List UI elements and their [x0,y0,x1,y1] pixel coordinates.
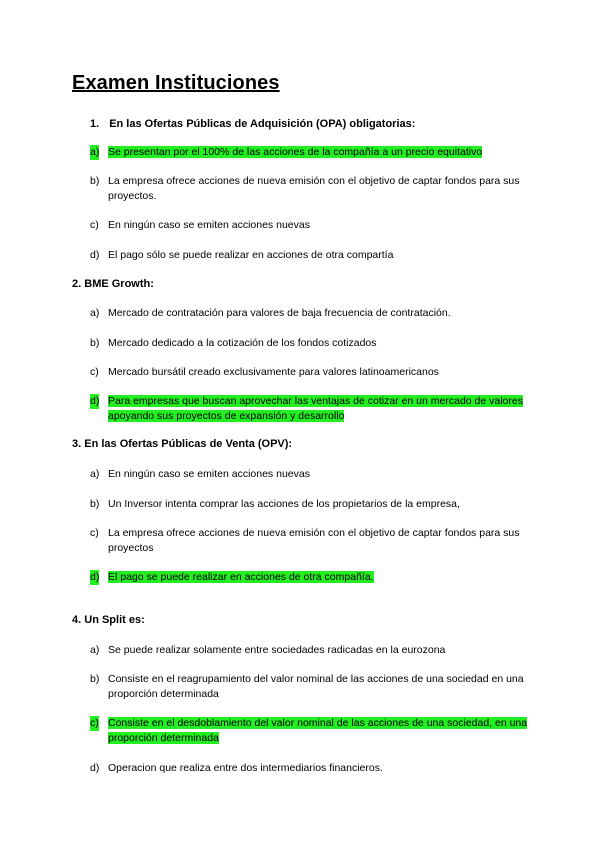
option-text: Consiste en el desdoblamiento del valor nominal de las acciones de una sociedad, en una proporción determinada [108,717,528,744]
option-text: Mercado bursátil creado exclusivamente para valores latinoamericanos [108,366,439,378]
answer-option [90,174,530,204]
option-text: En ningún caso se emiten acciones nuevas [108,468,310,480]
question-1 [90,118,415,130]
option-text: Mercado de contratación para valores de baja frecuencia de contratación. [108,307,451,319]
option-letter: c) [90,527,99,539]
answer-option [90,526,530,556]
option-letter: a) [90,644,100,656]
option-letter: b) [90,175,100,187]
option-text: Para empresas que buscan aprovechar las ventajas de cotizar en un mercado de valores apoyando sus proyectos de expansión y desarrollo [108,395,523,422]
answer-option [90,716,530,746]
question-4 [72,614,145,626]
question-text: En las Ofertas Públicas de Venta (OPV): [84,438,293,450]
question-number: 1. [90,118,100,130]
answer-option [90,145,530,160]
answer-option [90,570,530,585]
question-number: 2. [72,278,82,290]
answer-option [90,394,530,424]
option-text: Se puede realizar solamente entre sociedades radicadas en la eurozona [108,644,446,656]
option-letter: a) [90,468,100,480]
option-text: El pago sólo se puede realizar en acciones de otra compartía [108,249,394,261]
page-title: Examen Instituciones [72,72,280,94]
answer-option [90,467,530,482]
option-text: Consiste en el reagrupamiento del valor nominal de las acciones de una sociedad en una proporción determinada [108,673,524,700]
option-letter: d) [90,762,100,774]
answer-option [90,761,530,776]
answer-option [90,306,530,321]
option-text: La empresa ofrece acciones de nueva emisión con el objetivo de captar fondos para sus proyectos. [108,175,520,202]
answer-option [90,248,530,263]
question-text: En las Ofertas Públicas de Adquisición (OPA) obligatorias: [109,118,416,130]
answer-option [90,672,530,702]
answer-option [90,218,530,233]
question-2 [72,278,154,290]
answer-option [90,365,530,380]
option-letter: b) [90,673,100,685]
option-letter: c) [90,717,99,729]
option-letter: c) [90,366,99,378]
option-letter: b) [90,498,100,510]
option-letter: d) [90,395,100,407]
option-letter: d) [90,571,100,583]
option-text: Operacion que realiza entre dos intermediarios financieros. [108,762,383,774]
option-letter: c) [90,219,99,231]
option-text: En ningún caso se emiten acciones nuevas [108,219,310,231]
option-text: Se presentan por el 100% de las acciones de la compañía a un precio equitativo [108,146,483,158]
answer-option [90,336,530,351]
option-text: Un Inversor intenta comprar las acciones de los propietarios de la empresa, [108,498,460,510]
option-letter: a) [90,146,100,158]
option-text: El pago se puede realizar en acciones de otra compañía. [108,571,374,583]
option-text: Mercado dedicado a la cotización de los fondos cotizados [108,337,377,349]
answer-option [90,497,530,512]
option-letter: b) [90,337,100,349]
option-letter: a) [90,307,100,319]
option-letter: d) [90,249,100,261]
question-text: Un Split es: [84,614,145,626]
question-text: BME Growth: [84,278,154,290]
question-number: 4. [72,614,82,626]
answer-option [90,643,530,658]
question-3 [72,438,292,450]
option-text: La empresa ofrece acciones de nueva emisión con el objetivo de captar fondos para sus proyectos [108,527,520,554]
question-number: 3. [72,438,82,450]
